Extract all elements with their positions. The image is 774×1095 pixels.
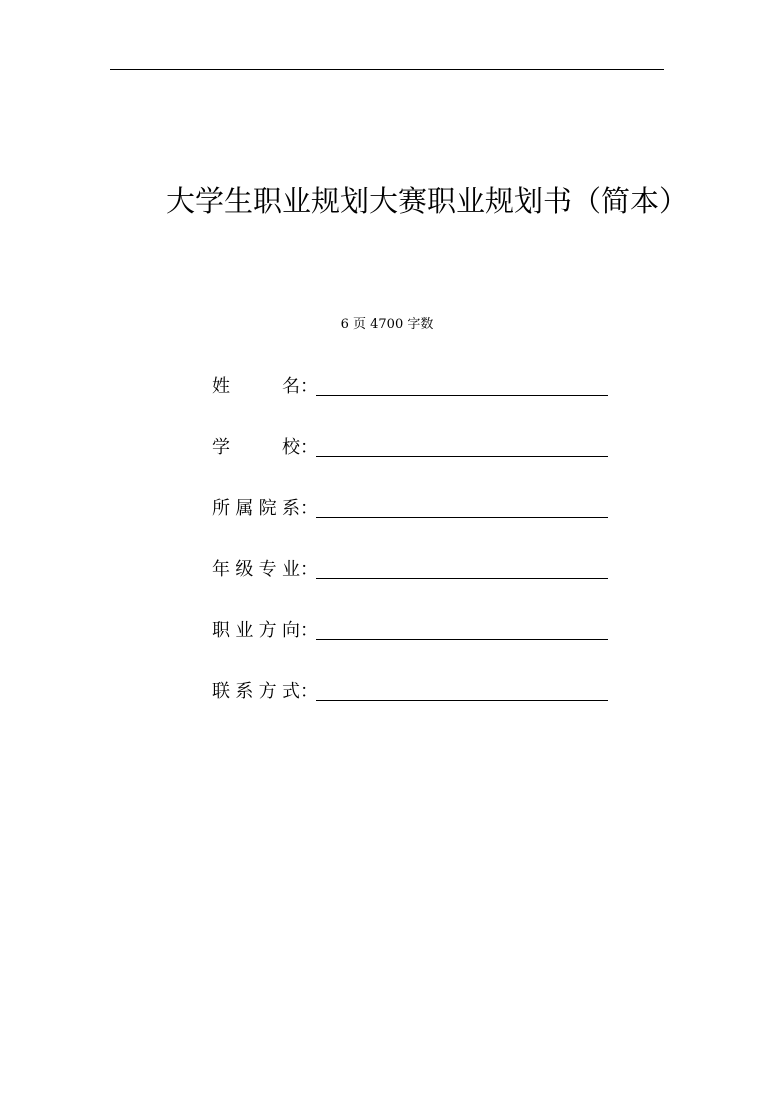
label-colon: ： [300, 620, 318, 641]
label-char: 方 [258, 681, 277, 702]
label-char: 联 [212, 681, 230, 702]
label-char: 职 [212, 620, 230, 641]
label-colon: ： [300, 437, 318, 458]
grade-major-label [212, 557, 316, 583]
label-colon: ： [300, 498, 318, 519]
name-label [212, 374, 316, 400]
label-char: 系 [235, 681, 254, 702]
contact-field-line[interactable] [316, 700, 608, 701]
label-char: 专 [258, 559, 277, 580]
label-char: 名 [282, 376, 300, 397]
label-char: 级 [235, 559, 254, 580]
label-char: 属 [235, 498, 254, 519]
document-meta: 6 页 4700 字数 [340, 317, 434, 332]
school-label [212, 435, 316, 461]
label-char: 姓 [212, 376, 230, 397]
label-colon: ： [300, 376, 318, 397]
label-char: 学 [212, 437, 230, 458]
department-field-line[interactable] [316, 517, 608, 518]
name-field-line[interactable] [316, 395, 608, 396]
label-char: 业 [235, 620, 254, 641]
career-direction-field-line[interactable] [316, 639, 608, 640]
grade-major-field-line[interactable] [316, 578, 608, 579]
contact-label [212, 679, 316, 705]
label-char: 院 [258, 498, 277, 519]
department-label [212, 496, 316, 522]
label-char: 业 [281, 559, 300, 580]
label-char: 方 [258, 620, 277, 641]
label-char: 系 [281, 498, 300, 519]
label-colon: ： [300, 681, 318, 702]
label-colon: ： [300, 559, 318, 580]
header-rule [110, 69, 664, 70]
label-char: 向 [281, 620, 300, 641]
label-char: 校 [282, 437, 300, 458]
label-char: 年 [212, 559, 230, 580]
career-direction-label [212, 618, 316, 644]
school-field-line[interactable] [316, 456, 608, 457]
label-char: 式 [281, 681, 300, 702]
document-title: 大学生职业规划大赛职业规划书（简本） [166, 184, 689, 218]
label-char: 所 [212, 498, 230, 519]
